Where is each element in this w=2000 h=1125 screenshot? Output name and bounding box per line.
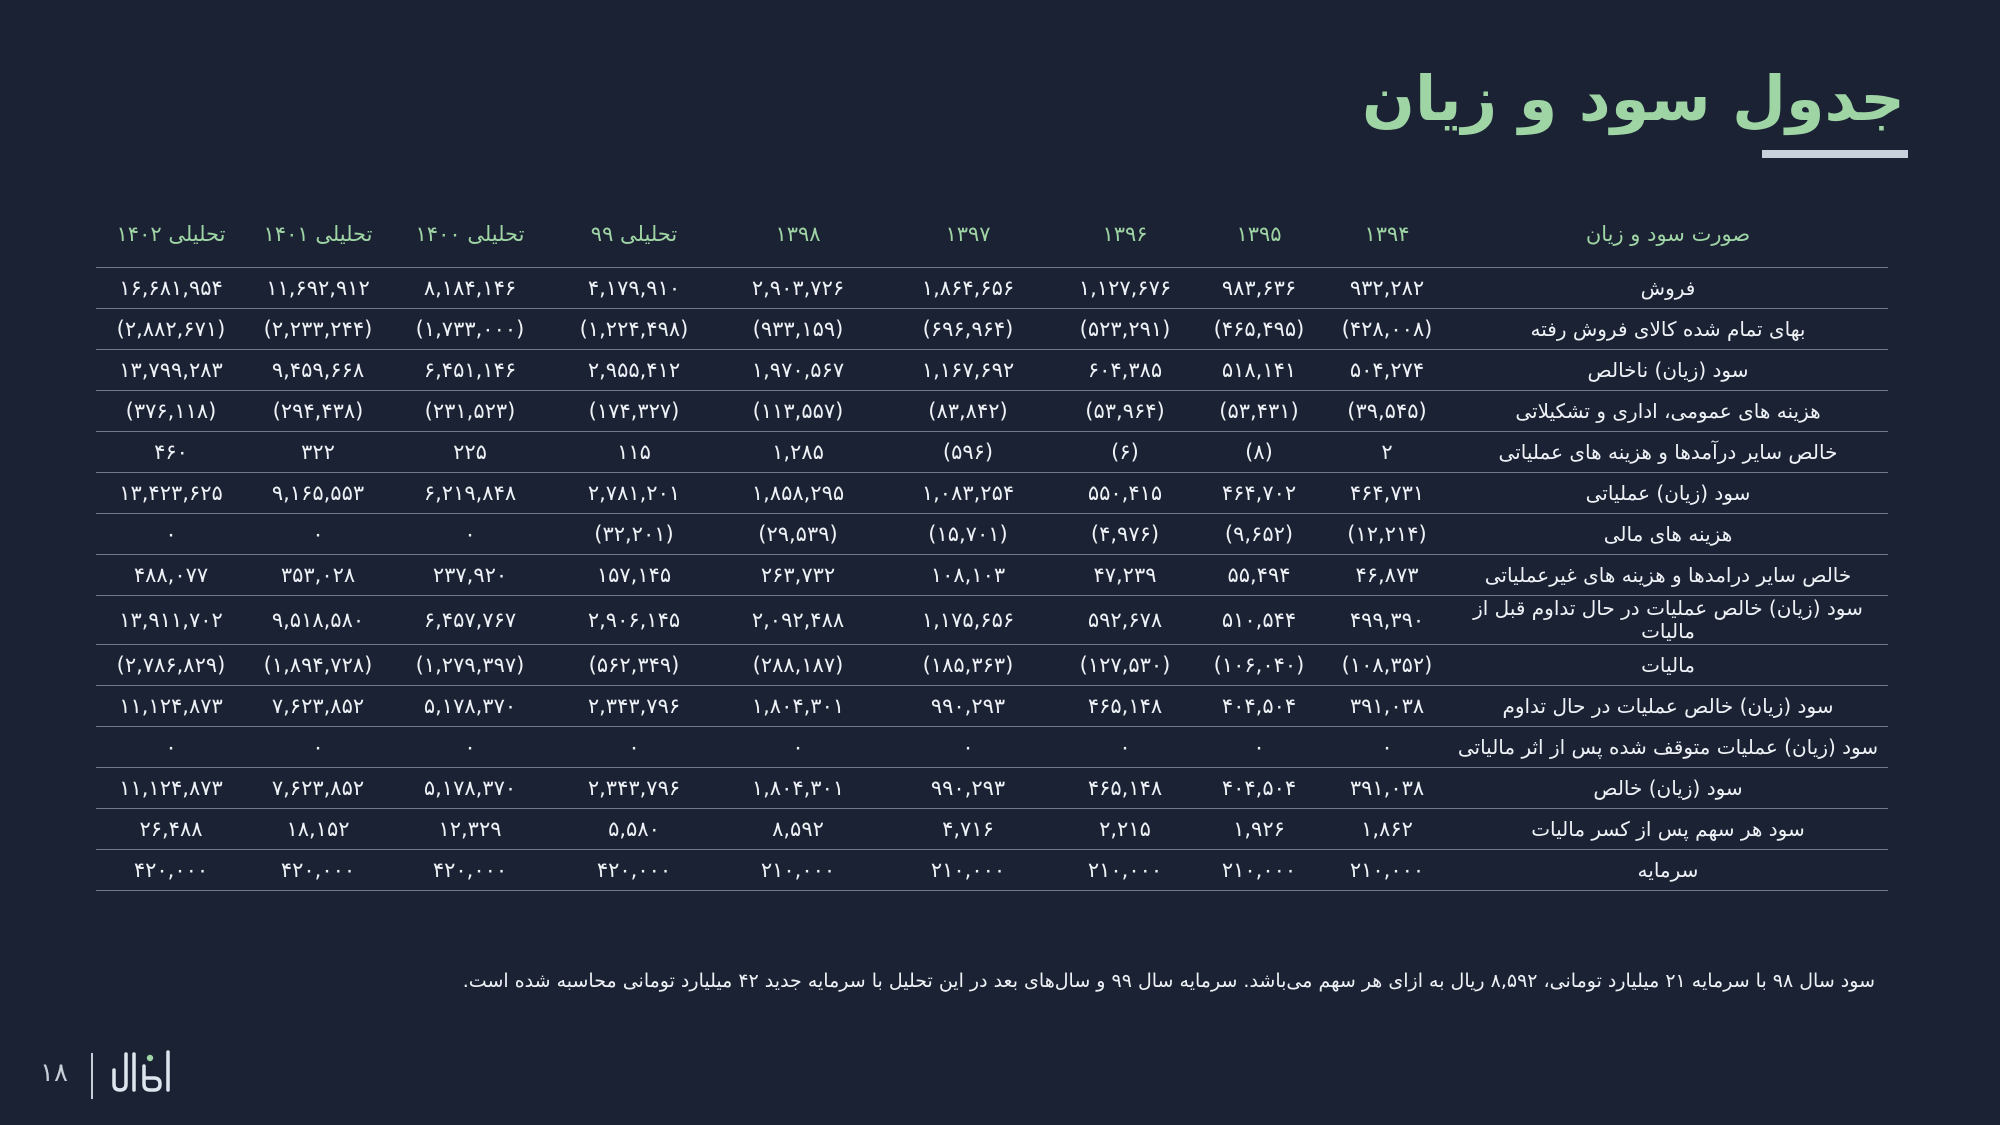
table-cell: ۰ <box>390 514 550 555</box>
table-cell: ۵۵,۴۹۴ <box>1192 555 1326 596</box>
header-year-5: ۱۳۹۸ <box>775 221 821 246</box>
row-label: سرمایه <box>1448 850 1888 891</box>
table-cell: ۲۱۰,۰۰۰ <box>1192 850 1326 891</box>
table-cell: ۶۰۴,۳۸۵ <box>1058 350 1192 391</box>
table-cell: (۱,۷۳۳,۰۰۰) <box>390 309 550 350</box>
table-cell: ۱۱۵ <box>550 432 718 473</box>
table-body <box>96 268 1888 891</box>
table-cell: (۲۹۴,۴۳۸) <box>246 391 390 432</box>
table-cell: ۱,۱۷۵,۶۵۶ <box>878 596 1058 645</box>
row-label: سود (زیان) خالص <box>1448 768 1888 809</box>
table-cell: (۹۳۳,۱۵۹) <box>718 309 878 350</box>
table-cell: (۱,۸۹۴,۷۲۸) <box>246 645 390 686</box>
header-year-8: تحلیلی ۱۴۰۱ <box>263 221 373 246</box>
table-row <box>96 596 1888 645</box>
table-row <box>96 809 1888 850</box>
table-cell: ۲۲۵ <box>390 432 550 473</box>
table-cell: ۱۳,۹۱۱,۷۰۲ <box>96 596 246 645</box>
table-cell: ۵۱۸,۱۴۱ <box>1192 350 1326 391</box>
row-label: سود هر سهم پس از کسر مالیات <box>1448 809 1888 850</box>
row-label: سود (زیان) عملیات متوقف شده پس از اثر مالیاتی <box>1448 727 1888 768</box>
table-row <box>96 473 1888 514</box>
table-cell: ۲۳۷,۹۲۰ <box>390 555 550 596</box>
table-cell: ۱۱,۶۹۲,۹۱۲ <box>246 268 390 309</box>
row-label: سود (زیان) خالص عملیات در حال تداوم <box>1448 686 1888 727</box>
table-cell: (۵۳,۹۶۴) <box>1058 391 1192 432</box>
table-cell: ۱,۸۵۸,۲۹۵ <box>718 473 878 514</box>
table-cell: ۳۲۲ <box>246 432 390 473</box>
table-cell: ۰ <box>878 727 1058 768</box>
table-cell: ۶,۴۵۱,۱۴۶ <box>390 350 550 391</box>
table-cell: (۲,۲۳۳,۲۴۴) <box>246 309 390 350</box>
table-cell: ۲,۰۹۲,۴۸۸ <box>718 596 878 645</box>
brand-logo-icon <box>108 1048 174 1098</box>
table-cell: (۵۳,۴۳۱) <box>1192 391 1326 432</box>
table-cell: ۱,۰۸۳,۲۵۴ <box>878 473 1058 514</box>
table-cell: ۵۰۴,۲۷۴ <box>1326 350 1448 391</box>
footnote: سود سال ۹۸ با سرمایه ۲۱ میلیارد تومانی، ۸,۵۹۲ ریال به ازای هر سهم می‌باشد. سرمایه سال ۹۹ و سال‌های بعد در این تحلیل با سرمایه جدید ۴۲ میلیارد تومانی محاسبه شده است. <box>462 970 1875 992</box>
table-cell: ۲,۹۵۵,۴۱۲ <box>550 350 718 391</box>
table-cell: ۵۱۰,۵۴۴ <box>1192 596 1326 645</box>
table-cell: ۰ <box>246 727 390 768</box>
table-cell: ۴۸۸,۰۷۷ <box>96 555 246 596</box>
table-cell: (۶۹۶,۹۶۴) <box>878 309 1058 350</box>
page-number: ۱۸ <box>40 1058 68 1088</box>
table-cell: (۱۸۵,۳۶۳) <box>878 645 1058 686</box>
table-cell: ۴۹۹,۳۹۰ <box>1326 596 1448 645</box>
table-cell: ۶,۴۵۷,۷۶۷ <box>390 596 550 645</box>
table-cell: ۱۵۷,۱۴۵ <box>550 555 718 596</box>
table-row <box>96 514 1888 555</box>
table-cell: (۱۰۶,۰۴۰) <box>1192 645 1326 686</box>
table-cell: ۱,۹۲۶ <box>1192 809 1326 850</box>
table-cell: ۲,۷۸۱,۲۰۱ <box>550 473 718 514</box>
table-cell: ۰ <box>1058 727 1192 768</box>
table-cell: ۱,۸۶۲ <box>1326 809 1448 850</box>
table-row <box>96 850 1888 891</box>
table-cell: ۵۵۰,۴۱۵ <box>1058 473 1192 514</box>
table-cell: (۳۲,۲۰۱) <box>550 514 718 555</box>
table-row <box>96 768 1888 809</box>
table-cell: ۰ <box>1326 727 1448 768</box>
table-cell: ۴۶,۸۷۳ <box>1326 555 1448 596</box>
table-cell: (۸۳,۸۴۲) <box>878 391 1058 432</box>
table-cell: ۹,۵۱۸,۵۸۰ <box>246 596 390 645</box>
row-label: فروش <box>1448 268 1888 309</box>
table-cell: ۴۶۰ <box>96 432 246 473</box>
header-year-3: ۱۳۹۶ <box>1102 221 1148 246</box>
table-cell: ۳۹۱,۰۳۸ <box>1326 768 1448 809</box>
table-cell: ۵,۱۷۸,۳۷۰ <box>390 686 550 727</box>
table-cell: ۲,۹۰۳,۷۲۶ <box>718 268 878 309</box>
table-cell: ۱۶,۶۸۱,۹۵۴ <box>96 268 246 309</box>
table-cell: ۱,۹۷۰,۵۶۷ <box>718 350 878 391</box>
row-label: سود (زیان) ناخالص <box>1448 350 1888 391</box>
table-cell: ۱,۲۸۵ <box>718 432 878 473</box>
row-label: خالص سایر درآمدها و هزینه های عملیاتی <box>1448 432 1888 473</box>
page-title: جدول سود و زیان <box>1362 62 1905 135</box>
table-row <box>96 645 1888 686</box>
table-cell: (۵۲۳,۲۹۱) <box>1058 309 1192 350</box>
table-row <box>96 686 1888 727</box>
table-cell: ۰ <box>96 727 246 768</box>
table-cell: (۵۶۲,۳۴۹) <box>550 645 718 686</box>
table-cell: ۰ <box>246 514 390 555</box>
header-year-2: ۱۳۹۵ <box>1236 221 1282 246</box>
table-cell: ۵,۵۸۰ <box>550 809 718 850</box>
table-cell: ۲۱۰,۰۰۰ <box>1058 850 1192 891</box>
table-cell: ۴۰۴,۵۰۴ <box>1192 768 1326 809</box>
table-cell: ۱۸,۱۵۲ <box>246 809 390 850</box>
table-cell: ۰ <box>390 727 550 768</box>
table-cell: (۳۹,۵۴۵) <box>1326 391 1448 432</box>
row-label: مالیات <box>1448 645 1888 686</box>
table-cell: ۱۳,۷۹۹,۲۸۳ <box>96 350 246 391</box>
table-cell: ۵,۱۷۸,۳۷۰ <box>390 768 550 809</box>
table-cell: ۴۷,۲۳۹ <box>1058 555 1192 596</box>
table-cell: ۹۳۲,۲۸۲ <box>1326 268 1448 309</box>
table-row <box>96 432 1888 473</box>
table-cell: ۹۹۰,۲۹۳ <box>878 686 1058 727</box>
table-cell: ۴,۱۷۹,۹۱۰ <box>550 268 718 309</box>
table-cell: ۲۱۰,۰۰۰ <box>878 850 1058 891</box>
table-cell: ۰ <box>1192 727 1326 768</box>
table-cell: (۲۹,۵۳۹) <box>718 514 878 555</box>
table-cell: (۲۳۱,۵۲۳) <box>390 391 550 432</box>
header-year-4: ۱۳۹۷ <box>945 221 991 246</box>
table-cell: ۴,۷۱۶ <box>878 809 1058 850</box>
table-cell: ۲,۲۱۵ <box>1058 809 1192 850</box>
table-cell: (۱۷۴,۳۲۷) <box>550 391 718 432</box>
profit-loss-table <box>96 200 1888 891</box>
footer-divider <box>91 1053 93 1099</box>
table-cell: (۴,۹۷۶) <box>1058 514 1192 555</box>
table-cell: ۴۲۰,۰۰۰ <box>550 850 718 891</box>
table-cell: ۴۲۰,۰۰۰ <box>246 850 390 891</box>
table-cell: (۴۶۵,۴۹۵) <box>1192 309 1326 350</box>
table-cell: ۰ <box>96 514 246 555</box>
row-label: سود (زیان) عملیاتی <box>1448 473 1888 514</box>
table-cell: (۹,۶۵۲) <box>1192 514 1326 555</box>
table-cell: ۸,۵۹۲ <box>718 809 878 850</box>
row-label: بهای تمام شده کالای فروش رفته <box>1448 309 1888 350</box>
table-header-row <box>96 200 1888 268</box>
table-cell: ۲۱۰,۰۰۰ <box>718 850 878 891</box>
table-row <box>96 555 1888 596</box>
table-cell: ۲۶۳,۷۳۲ <box>718 555 878 596</box>
table-cell: ۴۶۵,۱۴۸ <box>1058 686 1192 727</box>
table-cell: ۱۰۸,۱۰۳ <box>878 555 1058 596</box>
table-cell: (۴۲۸,۰۰۸) <box>1326 309 1448 350</box>
table-cell: ۷,۶۲۳,۸۵۲ <box>246 686 390 727</box>
table-cell: ۴۲۰,۰۰۰ <box>390 850 550 891</box>
table-cell: (۱۰۸,۳۵۲) <box>1326 645 1448 686</box>
table-row <box>96 727 1888 768</box>
table-cell: ۵۹۲,۶۷۸ <box>1058 596 1192 645</box>
row-label: هزینه های عمومی، اداری و تشکیلاتی <box>1448 391 1888 432</box>
table-row <box>96 268 1888 309</box>
table-cell: ۴۶۴,۷۰۲ <box>1192 473 1326 514</box>
table-cell: ۰ <box>718 727 878 768</box>
table-cell: ۸,۱۸۴,۱۴۶ <box>390 268 550 309</box>
table-cell: (۲,۸۸۲,۶۷۱) <box>96 309 246 350</box>
table-cell: ۲,۹۰۶,۱۴۵ <box>550 596 718 645</box>
table-cell: (۲۸۸,۱۸۷) <box>718 645 878 686</box>
table-cell: ۱۱,۱۲۴,۸۷۳ <box>96 768 246 809</box>
table-cell: ۱,۸۰۴,۳۰۱ <box>718 686 878 727</box>
table-cell: ۹,۱۶۵,۵۵۳ <box>246 473 390 514</box>
table-cell: ۲۱۰,۰۰۰ <box>1326 850 1448 891</box>
table-cell: ۴۰۴,۵۰۴ <box>1192 686 1326 727</box>
table-cell: (۳۷۶,۱۱۸) <box>96 391 246 432</box>
row-label: سود (زیان) خالص عملیات در حال تداوم قبل از مالیات <box>1448 596 1888 645</box>
table-cell: ۶,۲۱۹,۸۴۸ <box>390 473 550 514</box>
table-cell: ۳۵۳,۰۲۸ <box>246 555 390 596</box>
table-cell: ۹۸۳,۶۳۶ <box>1192 268 1326 309</box>
header-year-1: ۱۳۹۴ <box>1364 221 1410 246</box>
header-year-9: تحلیلی ۱۴۰۲ <box>116 221 226 246</box>
table-cell: ۱۱,۱۲۴,۸۷۳ <box>96 686 246 727</box>
table-cell: ۹,۴۵۹,۶۶۸ <box>246 350 390 391</box>
table-cell: ۴۶۵,۱۴۸ <box>1058 768 1192 809</box>
table-row <box>96 309 1888 350</box>
table-cell: ۰ <box>550 727 718 768</box>
table-cell: ۲۶,۴۸۸ <box>96 809 246 850</box>
table-cell: ۴۶۴,۷۳۱ <box>1326 473 1448 514</box>
table-cell: ۱,۱۶۷,۶۹۲ <box>878 350 1058 391</box>
row-label: هزینه های مالی <box>1448 514 1888 555</box>
table-cell: ۱۳,۴۲۳,۶۲۵ <box>96 473 246 514</box>
header-label-column: صورت سود و زیان <box>1585 221 1751 246</box>
table-cell: (۶) <box>1058 432 1192 473</box>
table-row <box>96 391 1888 432</box>
table-cell: ۲,۳۴۳,۷۹۶ <box>550 768 718 809</box>
table-cell: (۱۵,۷۰۱) <box>878 514 1058 555</box>
table-cell: (۲,۷۸۶,۸۲۹) <box>96 645 246 686</box>
table-row <box>96 350 1888 391</box>
table-cell: ۷,۶۲۳,۸۵۲ <box>246 768 390 809</box>
table-cell: (۱۲۷,۵۳۰) <box>1058 645 1192 686</box>
table-cell: ۳۹۱,۰۳۸ <box>1326 686 1448 727</box>
table-cell: ۱,۸۰۴,۳۰۱ <box>718 768 878 809</box>
table-cell: ۲ <box>1326 432 1448 473</box>
header-year-7: تحلیلی ۱۴۰۰ <box>415 221 525 246</box>
table-cell: ۱,۱۲۷,۶۷۶ <box>1058 268 1192 309</box>
table-cell: ۲,۳۴۳,۷۹۶ <box>550 686 718 727</box>
table-cell: ۹۹۰,۲۹۳ <box>878 768 1058 809</box>
table-cell: ۴۲۰,۰۰۰ <box>96 850 246 891</box>
header-year-6: تحلیلی ۹۹ <box>590 221 678 246</box>
table-cell: ۱,۸۶۴,۶۵۶ <box>878 268 1058 309</box>
table-cell: (۱,۲۷۹,۳۹۷) <box>390 645 550 686</box>
table-cell: (۸) <box>1192 432 1326 473</box>
table-cell: (۵۹۶) <box>878 432 1058 473</box>
row-label: خالص سایر درامدها و هزینه های غیرعملیاتی <box>1448 555 1888 596</box>
table-cell: (۱۲,۲۱۴) <box>1326 514 1448 555</box>
table-cell: (۱۱۳,۵۵۷) <box>718 391 878 432</box>
table-cell: ۱۲,۳۲۹ <box>390 809 550 850</box>
title-underline <box>1762 150 1908 158</box>
table-cell: (۱,۲۲۴,۴۹۸) <box>550 309 718 350</box>
